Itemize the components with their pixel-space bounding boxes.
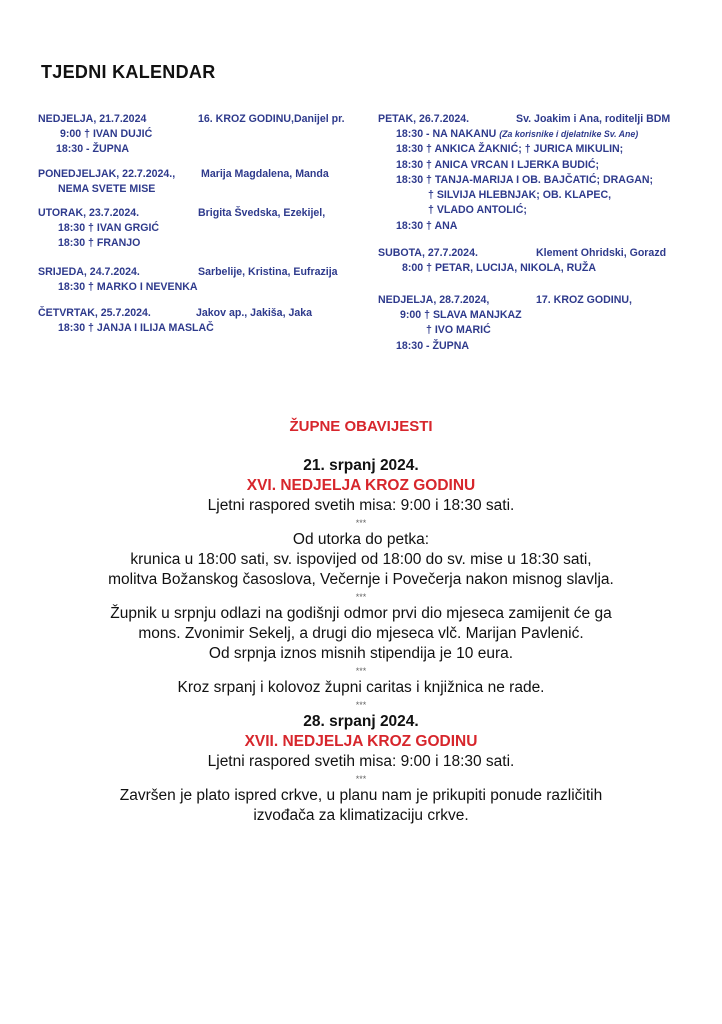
announcements-body: [0, 456, 722, 826]
week2-schedule: Ljetni raspored svetih misa: 9:00 i 18:30 sati.: [207, 753, 515, 770]
day-date: PETAK, 26.7.2024.: [378, 113, 470, 125]
week1-schedule: Ljetni raspored svetih misa: 9:00 i 18:30 sati.: [207, 497, 515, 514]
mass-line: † SILVIJA HLEBNJAK; OB. KLAPEC,: [428, 189, 612, 202]
separator: ***: [355, 518, 367, 528]
day-date: UTORAK, 23.7.2024.: [38, 207, 140, 219]
weekdays-line: krunica u 18:00 sati, sv. ispovijed od 18:00 do sv. mise u 18:30 sati,: [130, 551, 592, 568]
day-saint: Marija Magdalena, Manda: [201, 168, 329, 180]
mass-line: 18:30 † ANKICA ŽAKNIĆ; † JURICA MIKULIN;: [396, 143, 624, 156]
mass-line: 18:30 - ŽUPNA: [396, 339, 469, 352]
week2-sunday-title: XVII. NEDJELJA KROZ GODINU: [244, 733, 478, 750]
mass-note: (Za korisnike i djelatnike Sv. Ane): [499, 129, 639, 139]
mass-line: 18:30 † FRANJO: [58, 237, 141, 250]
mass-line: NEMA SVETE MISE: [58, 183, 156, 195]
mass-line: 8:00 † PETAR, LUCIJA, NIKOLA, RUŽA: [402, 262, 597, 274]
day-saint: Sv. Joakim i Ana, roditelji BDM: [516, 113, 671, 125]
day-sunday-21: [38, 112, 368, 167]
day-saint: Klement Ohridski, Gorazd: [536, 247, 667, 259]
page-title: TJEDNI KALENDAR: [41, 62, 216, 82]
mass-line: [378, 127, 698, 142]
mass-line: † IVO MARIĆ: [426, 324, 491, 337]
day-date: NEDJELJA, 21.7.2024: [38, 113, 147, 125]
calendar-right-column: [378, 112, 698, 353]
weekdays-line: molitva Božanskog časoslova, Večernje i Povečerja nakon misnog slavlja.: [108, 571, 614, 588]
day-saint: Sarbelije, Kristina, Eufrazija: [198, 266, 338, 278]
separator: ***: [355, 774, 367, 784]
day-thursday-25: [38, 306, 368, 338]
day-date: PONEDJELJAK, 22.7.2024.,: [38, 168, 176, 180]
vacation-line: Župnik u srpnju odlazi na godišnji odmor prvi dio mjeseca zamijenit će ga: [110, 605, 612, 622]
day-date: SUBOTA, 27.7.2024.: [378, 247, 478, 259]
mass-line: 9:00 † IVAN DUJIĆ: [60, 128, 153, 140]
week1-sunday-title: XVI. NEDJELJA KROZ GODINU: [246, 477, 476, 494]
day-monday-22: [38, 167, 368, 206]
day-date: SRIJEDA, 24.7.2024.: [38, 266, 140, 278]
vacation-line: Od srpnja iznos misnih stipendija je 10 eura.: [208, 645, 514, 662]
day-saint: Brigita Švedska, Ezekijel,: [198, 207, 326, 219]
day-date: NEDJELJA, 28.7.2024,: [378, 294, 490, 306]
separator: ***: [355, 700, 367, 710]
mass-line: 18:30 - ŽUPNA: [56, 143, 129, 156]
announcements-title: ŽUPNE OBAVIJESTI: [289, 418, 433, 435]
plato-line: izvođača za klimatizaciju crkve.: [253, 807, 469, 824]
day-date: ČETVRTAK, 25.7.2024.: [38, 307, 151, 319]
plato-line: Završen je plato ispred crkve, u planu nam je prikupiti ponude različitih: [119, 787, 603, 804]
mass-line: 18:30 † ANICA VRCAN I LJERKA BUDIĆ;: [396, 158, 600, 171]
mass-text: 18:30 - NA NAKANU: [396, 128, 497, 140]
weekdays-title: Od utorka do petka:: [292, 531, 430, 548]
caritas-line: Kroz srpanj i kolovoz župni caritas i knjižnica ne rade.: [177, 679, 545, 696]
mass-line: 18:30 † MARKO I NEVENKA: [58, 281, 198, 293]
week2-date: 28. srpanj 2024.: [303, 713, 419, 730]
separator: ***: [355, 592, 367, 602]
week1-date: 21. srpanj 2024.: [303, 457, 419, 474]
mass-line: 18:30 † IVAN GRGIĆ: [58, 222, 160, 234]
mass-line: 18:30 † TANJA-MARIJA I OB. BAJČATIĆ; DRAGAN;: [396, 173, 654, 186]
mass-line: 9:00 † SLAVA MANJKAZ: [400, 309, 522, 321]
vacation-line: mons. Zvonimir Sekelj, a drugi dio mjeseca vlč. Marijan Pavlenić.: [138, 625, 584, 642]
separator: ***: [355, 666, 367, 676]
mass-line: † VLADO ANTOLIĆ;: [428, 204, 527, 217]
day-saint: Jakov ap., Jakiša, Jaka: [196, 307, 313, 319]
day-tuesday-23: [38, 206, 368, 265]
day-friday-26: [378, 112, 698, 246]
day-saint: 16. KROZ GODINU,Danijel pr.: [198, 113, 345, 125]
mass-line: 18:30 † JANJA I ILIJA MASLAČ: [58, 322, 214, 334]
day-sunday-28: [378, 293, 698, 353]
day-wednesday-24: [38, 265, 368, 306]
calendar-left-column: [38, 112, 368, 338]
day-saint: 17. KROZ GODINU,: [536, 294, 632, 306]
mass-line: 18:30 † ANA: [396, 219, 458, 232]
day-saturday-27: [378, 246, 698, 293]
